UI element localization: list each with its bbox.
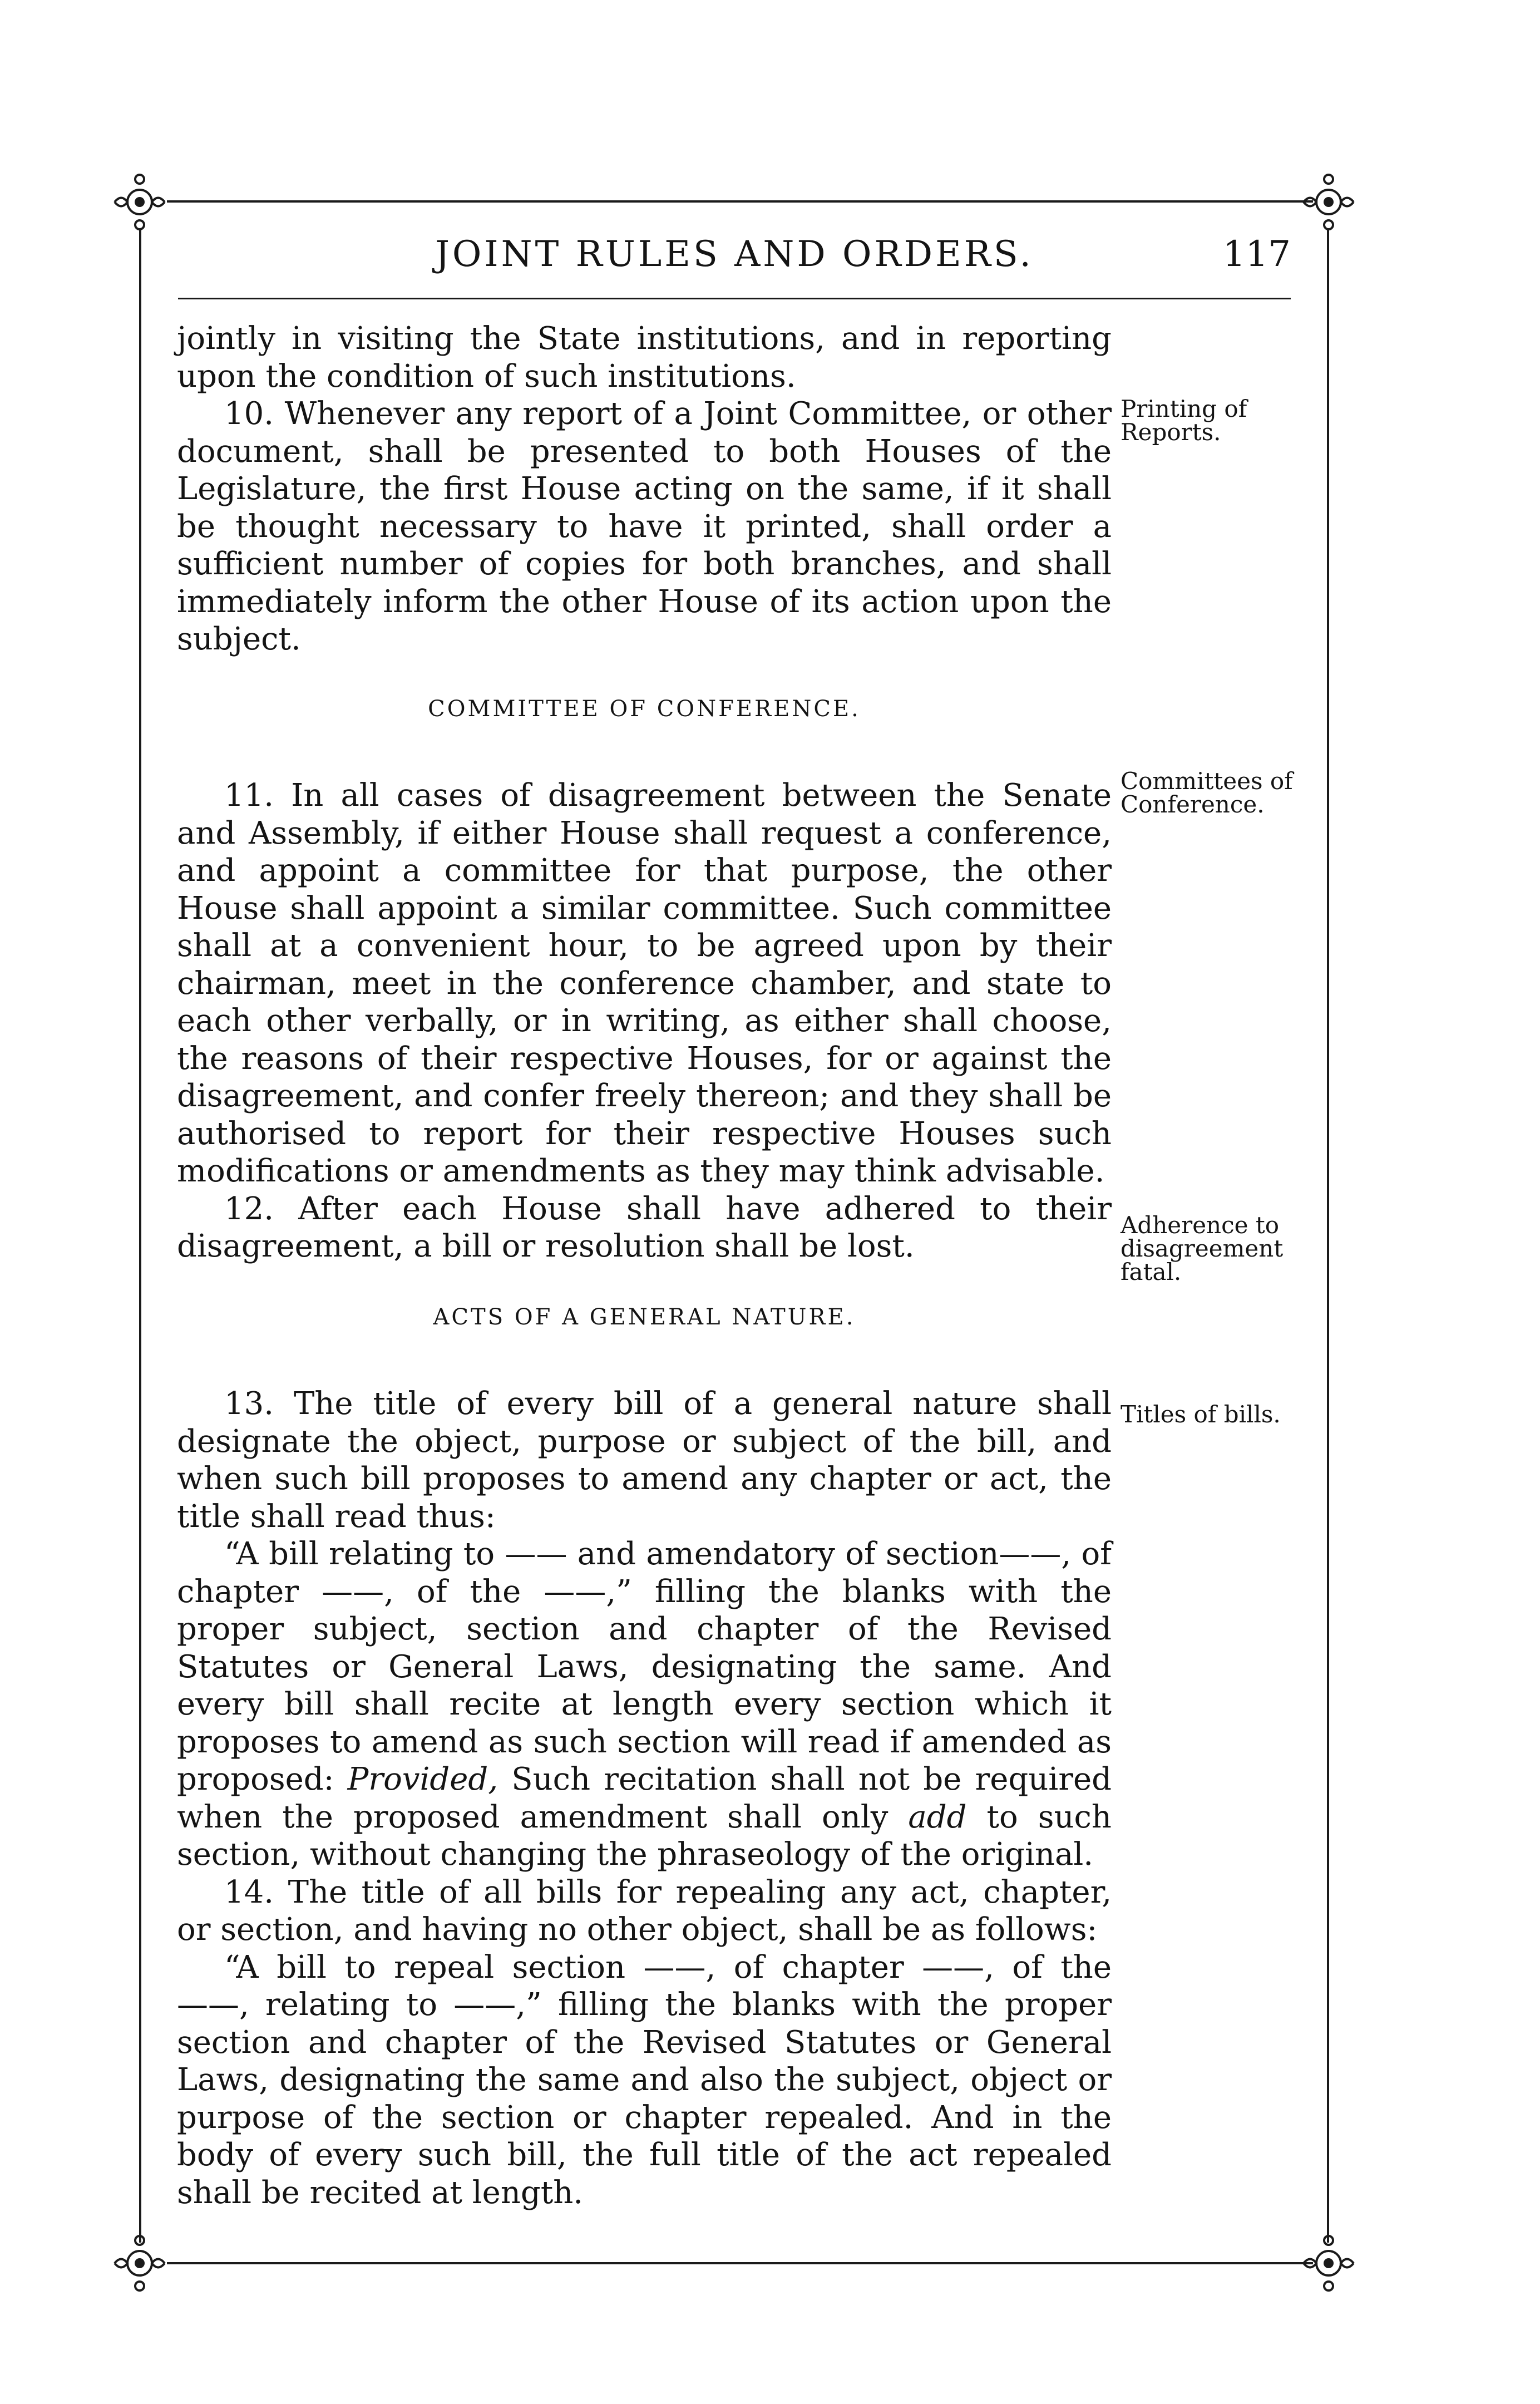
corner-ornament-icon <box>1298 171 1359 233</box>
corner-ornament-icon <box>109 171 170 233</box>
corner-ornament-icon <box>1298 2233 1359 2294</box>
paragraph-rule-13: 13. The title of every bill of a general nature shall designate the object, purpose or subject of the bill, and when such bill proposes to amend any chapter or act, the title shall read thus: <box>177 1386 1112 1535</box>
margin-note-adherence: Adherence to disagreement fatal. <box>1121 1211 1284 1285</box>
add-italic: add <box>908 1799 967 1835</box>
paragraph-rule-10: 10. Whenever any report of a Joint Committee, or other document, shall be presented to both Houses of the Legislature, the first House acting on the same, if it shall be thought necessary to have it printed, shall order a sufficient number of copies for both branches, and shall immediately inform the other House of its action upon the subject. <box>177 396 1112 657</box>
frame-bottom-rule <box>167 2262 1313 2264</box>
provided-italic: Provided, <box>347 1761 498 1797</box>
quote-text: to such section, without changing the phraseology of the original. <box>177 1799 1112 1873</box>
section-heading-acts-general-nature: ACTS OF A GENERAL NATURE. <box>433 1304 856 1330</box>
frame-left-rule <box>139 228 141 2243</box>
body-text <box>177 320 1112 2211</box>
header-rule <box>178 298 1291 299</box>
bill-title-form-repeal: “A bill to repeal section ——, of chapter ——, of the ——, relating to ——,” filling the blanks with the proper section and chapter of the Revised Statutes or General Laws, designating the same and also the subject, object or purpose of the section or chapter repealed. And in the body of every such bill, the full title of the act repealed shall be recited at length. <box>177 1949 1112 2211</box>
page-title: JOINT RULES AND ORDERS. <box>435 234 1034 275</box>
paragraph-rule-12: 12. After each House shall have adhered to their disagreement, a bill or resolution shall be lost. <box>177 1190 1112 1264</box>
margin-note-titles-of-bills: Titles of bills. <box>1121 1401 1281 1428</box>
paragraph-rule-14: 14. The title of all bills for repealing any act, chapter, or section, and having no other object, shall be as follows: <box>177 1874 1112 1948</box>
bill-title-form-amend <box>177 1535 1112 1874</box>
frame-right-rule <box>1327 228 1329 2243</box>
frame-top-rule <box>167 200 1313 203</box>
corner-ornament-icon <box>109 2233 170 2294</box>
paragraph-continuation: jointly in visiting the State institutions, and in reporting upon the condition of such institutions. <box>177 321 1112 395</box>
page-number: 117 <box>1222 234 1291 275</box>
quote-text: Such recitation shall not be required when the proposed amendment shall only <box>177 1761 1112 1835</box>
margin-note-printing-of-reports: Printing of Reports. <box>1121 395 1247 446</box>
margin-note-committees-of-conference: Committees of Conference. <box>1121 767 1293 818</box>
quote-text: “A bill relating to —— and amendatory of section——, of chapter ——, of the ——,” filling the blanks with the proper subject, section and chapter of the Revised Statutes or General Laws, designating the same. And every bill shall recite at length every section which it proposes to amend as such section will read if amended as proposed: <box>177 1536 1112 1797</box>
section-heading-committee-of-conference: COMMITTEE OF CONFERENCE. <box>428 696 861 722</box>
running-head <box>178 234 1291 284</box>
paragraph-rule-11: 11. In all cases of disagreement between the Senate and Assembly, if either House shall request a conference, and appoint a committee for that purpose, the other House shall appoint a similar committee. Such committee shall at a convenient hour, to be agreed upon by their chairman, meet in the conference chamber, and state to each other verbally, or in writing, as either shall choose, the reasons of their respective Houses, for or against the disagreement, and confer freely thereon; and they shall be authorised to report for their respective Houses such modifications or amendments as they may think advisable. <box>177 777 1112 1189</box>
